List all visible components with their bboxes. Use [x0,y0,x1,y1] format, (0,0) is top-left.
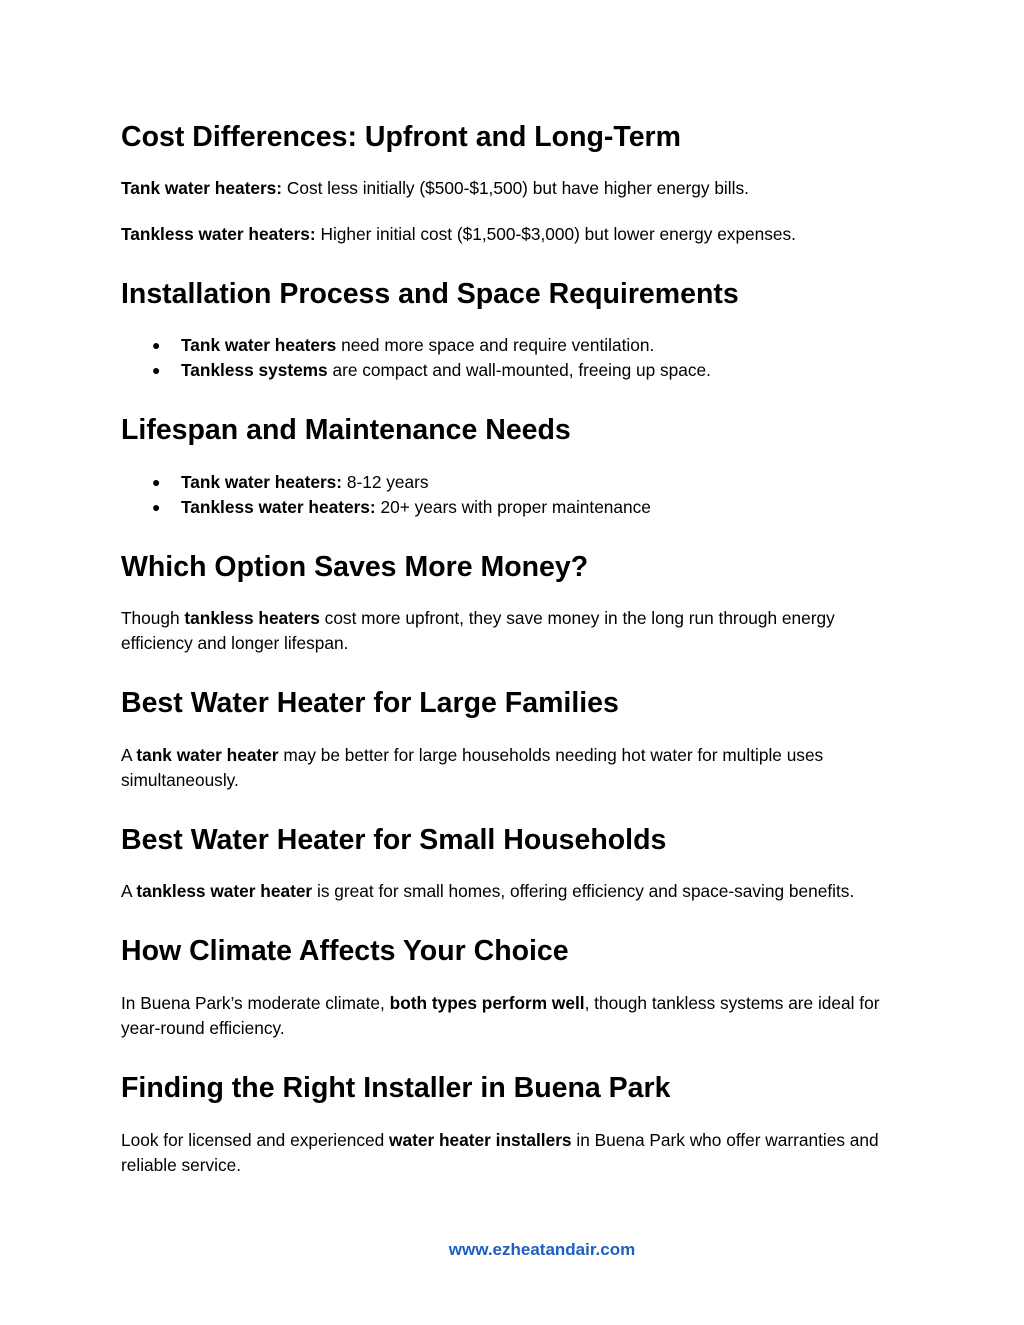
paragraph-text: Cost less initially ($500-$1,500) but have higher energy bills. [282,178,749,198]
bold-term: Tank water heaters: [121,178,283,198]
paragraph-text: In Buena Park’s moderate climate, [121,993,390,1013]
bold-term: Tankless water heaters: [121,224,316,244]
paragraph-installer [121,1128,911,1177]
paragraph-text: in Buena Park who offer warranties and reliable service. [121,1130,879,1175]
bullet-icon: ● [152,337,161,353]
paragraph-large-families [121,743,911,792]
paragraph-text: cost more upfront, they save money in the long run through energy efficiency and longer lifespan. [121,608,835,653]
paragraph-text: A [121,881,137,901]
bold-term: Tank water heaters: [181,472,343,492]
list-item [121,333,711,358]
paragraph-text: , though tankless systems are ideal for year-round efficiency. [121,993,880,1038]
list-item [121,358,711,383]
bold-term: Tank water heaters [181,335,337,355]
list-item-text: 8-12 years [342,472,429,492]
list-item-text: 20+ years with proper maintenance [375,496,651,517]
paragraph-text: is great for small homes, offering efficiency and space-saving benefits. [312,881,855,901]
bold-term: tankless heaters [184,608,320,628]
heading-cost-differences: Cost Differences: Upfront and Long-Term [121,121,681,153]
heading-small-households: Best Water Heater for Small Households [121,824,667,856]
paragraph-text: A [121,745,137,765]
bold-term: water heater installers [389,1130,572,1150]
installation-list [121,333,711,382]
list-item-text: need more space and require ventilation. [336,335,655,355]
heading-climate: How Climate Affects Your Choice [121,935,569,967]
bullet-icon: ● [152,361,161,378]
bold-term: both types perform well [389,993,585,1013]
bold-term: Tankless water heaters: [181,496,376,517]
bold-term: tankless water heater [136,881,313,901]
list-item [121,495,651,520]
footer-website-link[interactable]: www.ezheatandair.com [448,1240,636,1259]
paragraph-text: Though [121,608,185,628]
paragraph-text: Look for licensed and experienced [121,1130,390,1150]
paragraph-tankless-cost [121,222,911,247]
bullet-icon: ● [152,498,161,515]
heading-savings: Which Option Saves More Money? [121,551,589,583]
paragraph-text: may be better for large households needing hot water for multiple uses simultaneously. [121,745,824,790]
paragraph-small-households [121,879,911,904]
lifespan-list [121,470,651,519]
heading-large-families: Best Water Heater for Large Families [121,687,619,719]
heading-installer: Finding the Right Installer in Buena Park [121,1072,671,1104]
list-item-text: are compact and wall-mounted, freeing up space. [327,359,711,380]
bold-term: tank water heater [136,745,279,765]
paragraph-climate [121,991,911,1040]
list-item [121,470,651,495]
paragraph-savings [121,606,911,655]
heading-installation: Installation Process and Space Requirements [121,278,739,310]
paragraph-tank-cost [121,176,911,201]
heading-lifespan: Lifespan and Maintenance Needs [121,414,571,446]
paragraph-text: Higher initial cost ($1,500-$3,000) but lower energy expenses. [315,224,796,244]
bold-term: Tankless systems [181,359,328,380]
bullet-icon: ● [152,474,161,490]
